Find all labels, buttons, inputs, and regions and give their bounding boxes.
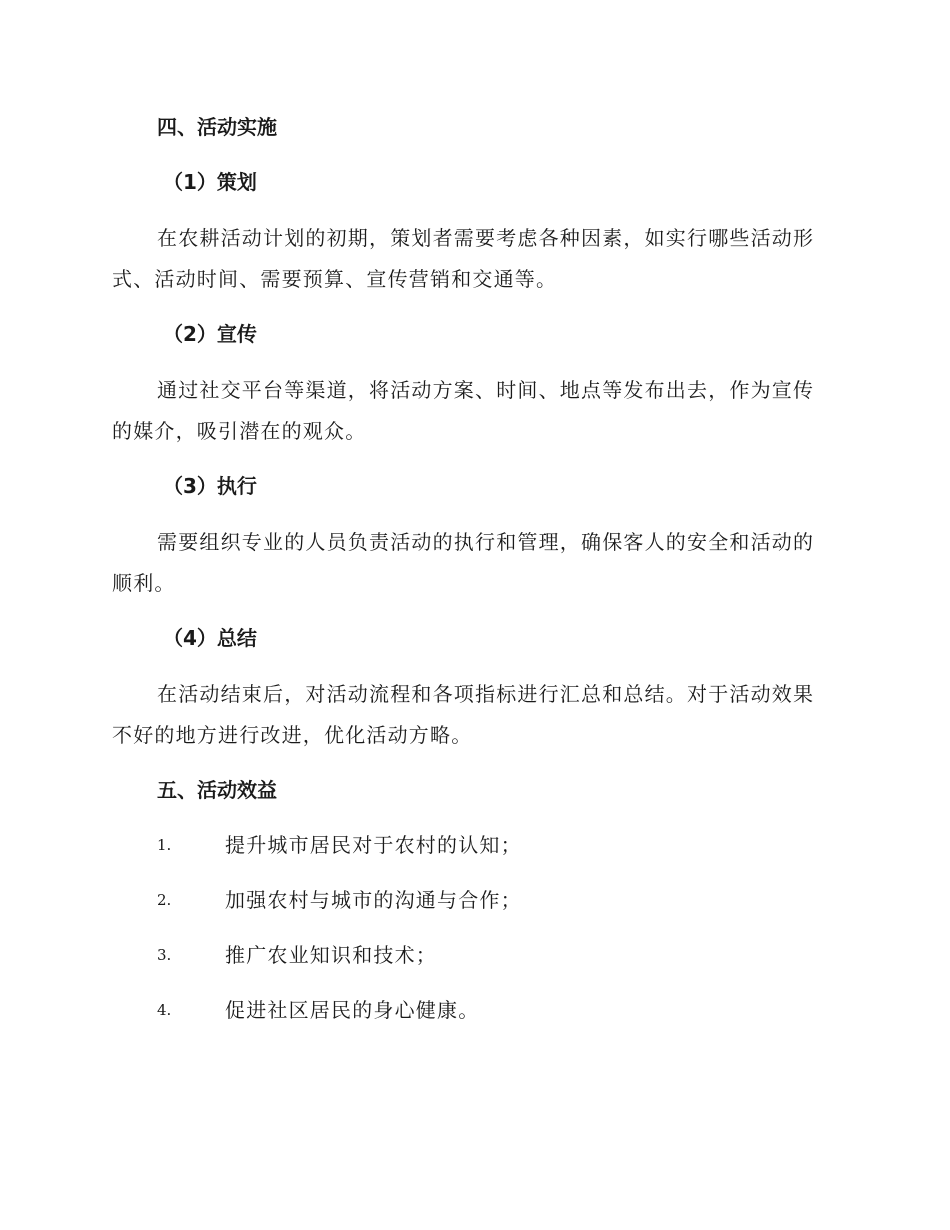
list-number: 4. xyxy=(157,1001,172,1019)
subsection-heading: （1）策划 xyxy=(163,170,257,194)
subsection-heading: （4）总结 xyxy=(163,626,257,650)
paragraph-line: 通过社交平台等渠道，将活动方案、时间、地点等发布出去，作为宣传 xyxy=(157,378,815,402)
paragraph-line: 需要组织专业的人员负责活动的执行和管理，确保客人的安全和活动的 xyxy=(157,530,815,554)
paragraph-line: 在农耕活动计划的初期，策划者需要考虑各种因素，如实行哪些活动形 xyxy=(157,226,815,250)
section-heading: 五、活动效益 xyxy=(157,778,277,802)
list-number: 2. xyxy=(157,891,172,909)
list-text: 促进社区居民的身心健康。 xyxy=(225,998,480,1022)
paragraph-line: 不好的地方进行改进，优化活动方略。 xyxy=(112,723,473,747)
list-text: 加强农村与城市的沟通与合作； xyxy=(225,888,522,912)
subsection-heading: （3）执行 xyxy=(163,474,257,498)
section-heading: 四、活动实施 xyxy=(157,115,277,139)
list-number: 3. xyxy=(157,946,172,964)
subsection-heading: （2）宣传 xyxy=(163,322,257,346)
paragraph-line: 顺利。 xyxy=(112,571,176,595)
paragraph-line: 在活动结束后，对活动流程和各项指标进行汇总和总结。对于活动效果 xyxy=(157,682,815,706)
paragraph-line: 式、活动时间、需要预算、宣传营销和交通等。 xyxy=(112,267,558,291)
paragraph-line: 的媒介，吸引潜在的观众。 xyxy=(112,419,367,443)
list-number: 1. xyxy=(157,836,172,854)
list-text: 推广农业知识和技术； xyxy=(225,943,437,967)
list-text: 提升城市居民对于农村的认知； xyxy=(225,833,522,857)
